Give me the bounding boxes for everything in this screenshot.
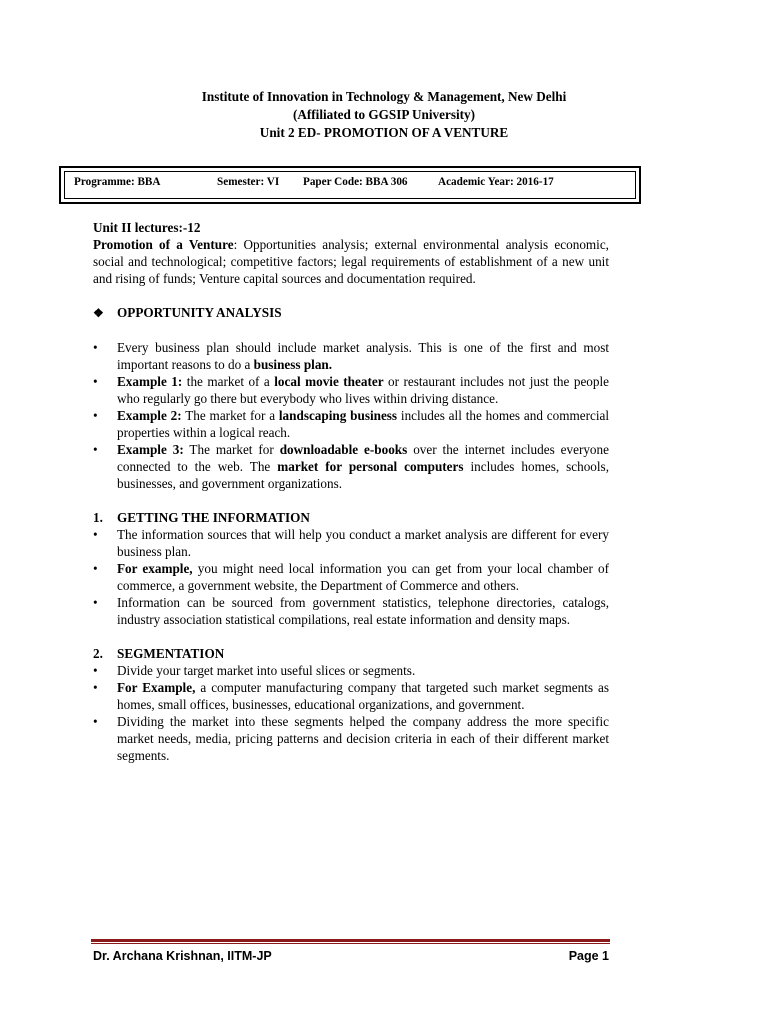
bullet-icon: • <box>93 714 98 729</box>
footer-rule-thin <box>91 943 610 944</box>
item-text: includes homes, schools, businesses, and government organizations. <box>117 459 609 491</box>
item-text: The market for a <box>181 408 279 423</box>
course-info-box <box>59 166 641 204</box>
information-list <box>93 526 609 628</box>
footer-author: Dr. Archana Krishnan, IITM-JP <box>93 949 272 963</box>
item-text: you might need local information you can get from your local chamber of commerce, a government website, the Department of Commerce and others. <box>117 561 609 593</box>
affiliation-line: (Affiliated to GGSIP University) <box>292 107 476 122</box>
item-text: the market of a <box>182 374 275 389</box>
section-number: 1. <box>93 510 103 525</box>
section-2-heading <box>93 645 609 662</box>
item-bold-text: market for personal computers <box>277 459 464 474</box>
bullet-icon: • <box>93 442 98 457</box>
main-content <box>93 219 609 764</box>
bullet-icon: • <box>93 374 98 389</box>
list-item <box>93 373 609 407</box>
item-bold-text: business plan. <box>253 357 333 372</box>
list-item <box>93 407 609 441</box>
example-label: Example 1: <box>117 374 183 389</box>
opportunity-list <box>93 339 609 492</box>
footer-page-number: Page 1 <box>568 949 609 963</box>
item-text: over the internet includes everyone connected to the web. The <box>117 442 609 474</box>
programme-label: Programme: BBA <box>74 176 161 188</box>
example-label: Example 3: <box>117 442 184 457</box>
segmentation-list <box>93 662 609 764</box>
bullet-icon: • <box>93 595 98 610</box>
item-bold-text: landscaping business <box>278 408 398 423</box>
list-item <box>93 679 609 713</box>
item-bold-text: local movie theater <box>274 374 384 389</box>
opportunity-analysis-title: OPPORTUNITY ANALYSIS <box>117 305 282 320</box>
section-1-heading <box>93 509 609 526</box>
item-text: The information sources that will help you conduct a market analysis are different for every business plan. <box>117 527 609 559</box>
syllabus-topic-title: Promotion of a Venture <box>93 237 234 252</box>
list-item <box>93 339 609 373</box>
list-item <box>93 594 609 628</box>
bullet-icon: • <box>93 561 98 576</box>
academic-year-label: Academic Year: 2016-17 <box>438 176 554 188</box>
opportunity-analysis-heading <box>93 304 609 322</box>
section-number: 2. <box>93 646 103 661</box>
section-2-title: SEGMENTATION <box>117 646 225 661</box>
example-label: Example 2: <box>117 408 182 423</box>
institute-title: Institute of Innovation in Technology & Management, New Delhi <box>201 89 567 104</box>
bullet-icon: • <box>93 340 98 355</box>
bullet-icon: • <box>93 408 98 423</box>
bullet-icon: • <box>93 680 98 695</box>
bullet-icon: • <box>93 663 98 678</box>
list-item <box>93 526 609 560</box>
list-item <box>93 441 609 492</box>
semester-label: Semester: VI <box>217 176 280 188</box>
item-text: Information can be sourced from government statistics, telephone directories, catalogs, industry association statistical compilations, real estate information and density maps. <box>117 595 609 627</box>
list-item <box>93 713 609 764</box>
item-text: Divide your target market into useful slices or segments. <box>117 663 416 678</box>
unit-title: Unit 2 ED- PROMOTION OF A VENTURE <box>259 125 509 140</box>
item-text: includes all the homes and commercial properties within a logical reach. <box>117 408 609 440</box>
example-label: For Example, <box>117 680 196 695</box>
item-text: a computer manufacturing company that targeted such market segments as homes, small offices, businesses, educational organizations, and government. <box>117 680 609 712</box>
item-text: or restaurant includes not just the people who regularly go there but everybody who lives within driving distance. <box>117 374 610 406</box>
item-bold-text: downloadable e-books <box>279 442 408 457</box>
footer-rule-thick <box>91 939 610 942</box>
paper-code-label: Paper Code: BBA 306 <box>303 176 408 188</box>
syllabus-paragraph <box>93 236 609 287</box>
diamond-bullet-icon: ❖ <box>93 306 104 320</box>
lectures-count: Unit II lectures:-12 <box>93 220 201 235</box>
item-text: Dividing the market into these segments helped the company address the more specific market needs, media, pricing patterns and decision criteria in each of their different market segments. <box>117 714 609 763</box>
section-1-title: GETTING THE INFORMATION <box>117 510 310 525</box>
list-item <box>93 560 609 594</box>
bullet-icon: • <box>93 527 98 542</box>
item-text: Every business plan should include market analysis. This is one of the first and most important reasons to do a <box>117 340 609 372</box>
syllabus-topic-text: : Opportunities analysis; external environmental analysis economic, social and technological; competitive factors; legal requirements of establishment of a new unit and rising of funds; Venture capital sources and documentation required. <box>93 237 609 286</box>
list-item <box>93 662 609 679</box>
item-text: The market for <box>183 442 280 457</box>
example-label: For example, <box>117 561 193 576</box>
